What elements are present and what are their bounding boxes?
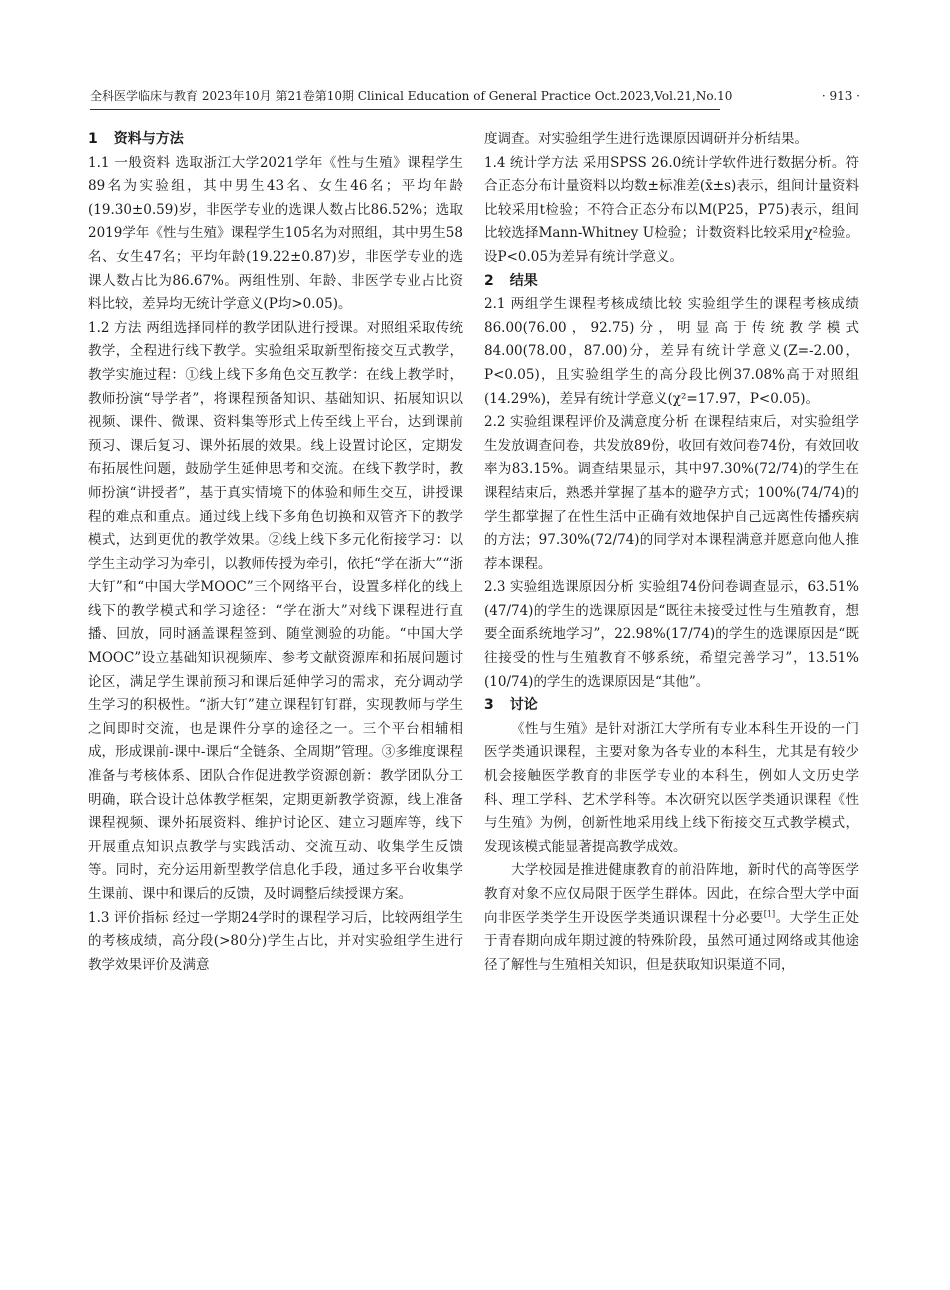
paragraph-1-1 — [88, 152, 463, 317]
subsection-label: 1.4 统计学方法 — [484, 154, 579, 171]
paragraph-1-4 — [484, 152, 859, 270]
section-number: 1 — [88, 131, 98, 147]
section-number: 3 — [484, 697, 494, 714]
section-title: 结果 — [509, 272, 538, 289]
right-column — [484, 128, 859, 977]
subsection-label: 2.1 两组学生课程考核成绩比较 — [484, 296, 683, 313]
subsection-label: 1.2 方法 — [88, 319, 142, 336]
paragraph-continued: 度调查。对实验组学生进行选课原因调研并分析结果。 — [484, 131, 808, 147]
running-header — [90, 84, 860, 108]
left-column — [88, 128, 463, 977]
paragraph-1-2 — [88, 317, 463, 907]
subsection-label: 2.3 实验组选课原因分析 — [484, 579, 634, 596]
paragraph-2-3 — [484, 576, 859, 694]
paragraph-3-a: 《性与生殖》是针对浙江大学所有专业本科生开设的一门医学类通识课程，主要对象为各专业的本科生，尤其是有较少机会接触医学教育的非医学专业的本科生，例如人文历史学科、理工学科、艺术学科等。本次研究以医学类通识课程《性与生殖》为例，创新性地采用线上线下衔接交互式教学模式，发现该模式能显著提高教学成效。 — [484, 720, 859, 855]
section-title: 讨论 — [509, 697, 538, 714]
header-rule — [90, 109, 720, 110]
paragraph-2-2 — [484, 411, 859, 576]
page-number: · 913 · — [821, 89, 860, 103]
paragraph-text: 选取浙江大学2021学年《性与生殖》课程学生89名为实验组，其中男生43名、女生46名；平均年龄(19.30±0.59)岁，非医学专业的选课人数占比86.52%；选取2019学年《性与生殖》课程学生105名为对照组，其中男生58名、女生47名；平均年龄(19.22±0.87)岁，非医学专业的选课人数占比为86.67%。两组性别、年龄、非医学专业占比资料比较，差异均无统计学意义(P均>0.05)。 — [88, 154, 463, 313]
subsection-label: 1.1 一般资料 — [88, 154, 171, 171]
section-title: 资料与方法 — [113, 131, 184, 147]
paragraph-text: 实验组学生的课程考核成绩86.00(76.00，92.75)分，明显高于传统教学模式84.00(78.00，87.00)分，差异有统计学意义(Z=-2.00，P<0.05)，且实验组学生的高分段比例37.08%高于对照组(14.29%)，差异有统计学意义(χ²=17.97，P<0.05)。 — [484, 296, 860, 407]
paragraph-3-b — [484, 859, 859, 977]
paragraph-text: 实验组74份问卷调查显示，63.51%(47/74)的学生的选课原因是“既往未接受过性与生殖教育，想要全面系统地学习”，22.98%(17/74)的学生的选课原因是“既往接受的性与生殖教育不够系统，希望完善学习”，13.51%(10/74)的学生的选课原因是“其他”。 — [484, 579, 860, 690]
citation-ref: [1] — [763, 909, 776, 919]
section-heading-3 — [484, 694, 859, 718]
paragraph-1-3 — [88, 907, 463, 978]
paragraph-text: 大学校园是推进健康教育的前沿阵地，新时代的高等医学教育对象不应仅局限于医学生群体。因此，在综合型大学中面向非医学类学生开设医学类通识课程十分必要 — [484, 862, 859, 926]
subsection-label: 2.2 实验组课程评价及满意度分析 — [484, 414, 690, 431]
journal-info: 全科医学临床与教育 2023年10月 第21卷第10期 Clinical Education of General Practice Oct.2023,Vol.21,No.10 — [90, 89, 733, 103]
paragraph-2-1 — [484, 293, 859, 411]
paragraph-text: 采用SPSS 26.0统计学软件进行数据分析。符合正态分布计量资料以均数±标准差(x̄±s)表示，组间计量资料比较采用t检验；不符合正态分布以M(P25，P75)表示，组间比较选择Mann-Whitney U检验；计数资料比较采用χ²检验。设P<0.05为差异有统计学意义。 — [484, 154, 859, 265]
section-heading-2 — [484, 270, 859, 294]
paragraph-text: 经过一学期24学时的课程学习后，比较两组学生的考核成绩，高分段(>80分)学生占比，并对实验组学生进行教学效果评价及满意 — [88, 909, 463, 973]
section-heading-1 — [88, 128, 463, 152]
section-number: 2 — [484, 272, 494, 289]
paragraph-text: 在课程结束后，对实验组学生发放调查问卷，共发放89份，收回有效问卷74份，有效回收率为83.15%。调查结果显示，其中97.30%(72/74)的学生在课程结束后，熟悉并掌握了基本的避孕方式；100%(74/74)的学生都掌握了在性生活中正确有效地保护自己远离性传播疾病的方法；97.30%(72/74)的同学对本课程满意并愿意向他人推荐本课程。 — [484, 414, 859, 572]
paragraph-text: 。大学生正处于青春期向成年期过渡的特殊阶段，虽然可通过网络或其他途径了解性与生殖相关知识，但是获取知识渠道不同， — [484, 909, 860, 973]
subsection-label: 1.3 评价指标 — [88, 909, 169, 926]
paragraph-text: 两组选择同样的教学团队进行授课。对照组采取传统教学，全程进行线下教学。实验组采取新型衔接交互式教学，教学实施过程：①线上线下多角色交互教学：在线上教学时，教师扮演“导学者”，将课程预备知识、基础知识、拓展知识以视频、课件、微课、资料集等形式上传至线上平台，达到课前预习、课后复习、课外拓展的效果。线上设置讨论区，定期发布拓展性问题，鼓励学生延伸思考和交流。在线下教学时，教师扮演“讲授者”，基于真实情境下的体验和师生交互，讲授课程的难点和重点。通过线上线下多角色切换和双管齐下的教学模式，达到更优的教学效果。②线上线下多元化衔接学习：以学生主动学习为牵引，以教师传授为牵引，依托“学在浙大”“浙大钉”和“中国大学MOOC”三个网络平台，设置多样化的线上线下的教学模式和学习途径：“学在浙大”对线下课程进行直播、回放，同时涵盖课程签到、随堂测验的功能。“中国大学MOOC”设立基础知识视频库、参考文献资源库和拓展问题讨论区，满足学生课前预习和课后延伸学习的需求，充分调动学生学习的积极性。“浙大钉”建立课程钉钉群，实现教师与学生之间即时交流，也是课件分享的途径之一。三个平台相辅相成，形成课前-课中-课后“全链条、全周期”管理。③多维度课程准备与考核体系、团队合作促进教学资源创新：教学团队分工明确，联合设计总体教学框架，定期更新教学资源，线上准备课程视频、课外拓展资料、维护讨论区、建立习题库等，线下开展重点知识点教学与实践活动、交流互动、收集学生反馈等。同时，充分运用新型教学信息化手段，通过多平台收集学生课前、课中和课后的反馈，及时调整后续授课方案。 — [88, 319, 463, 902]
